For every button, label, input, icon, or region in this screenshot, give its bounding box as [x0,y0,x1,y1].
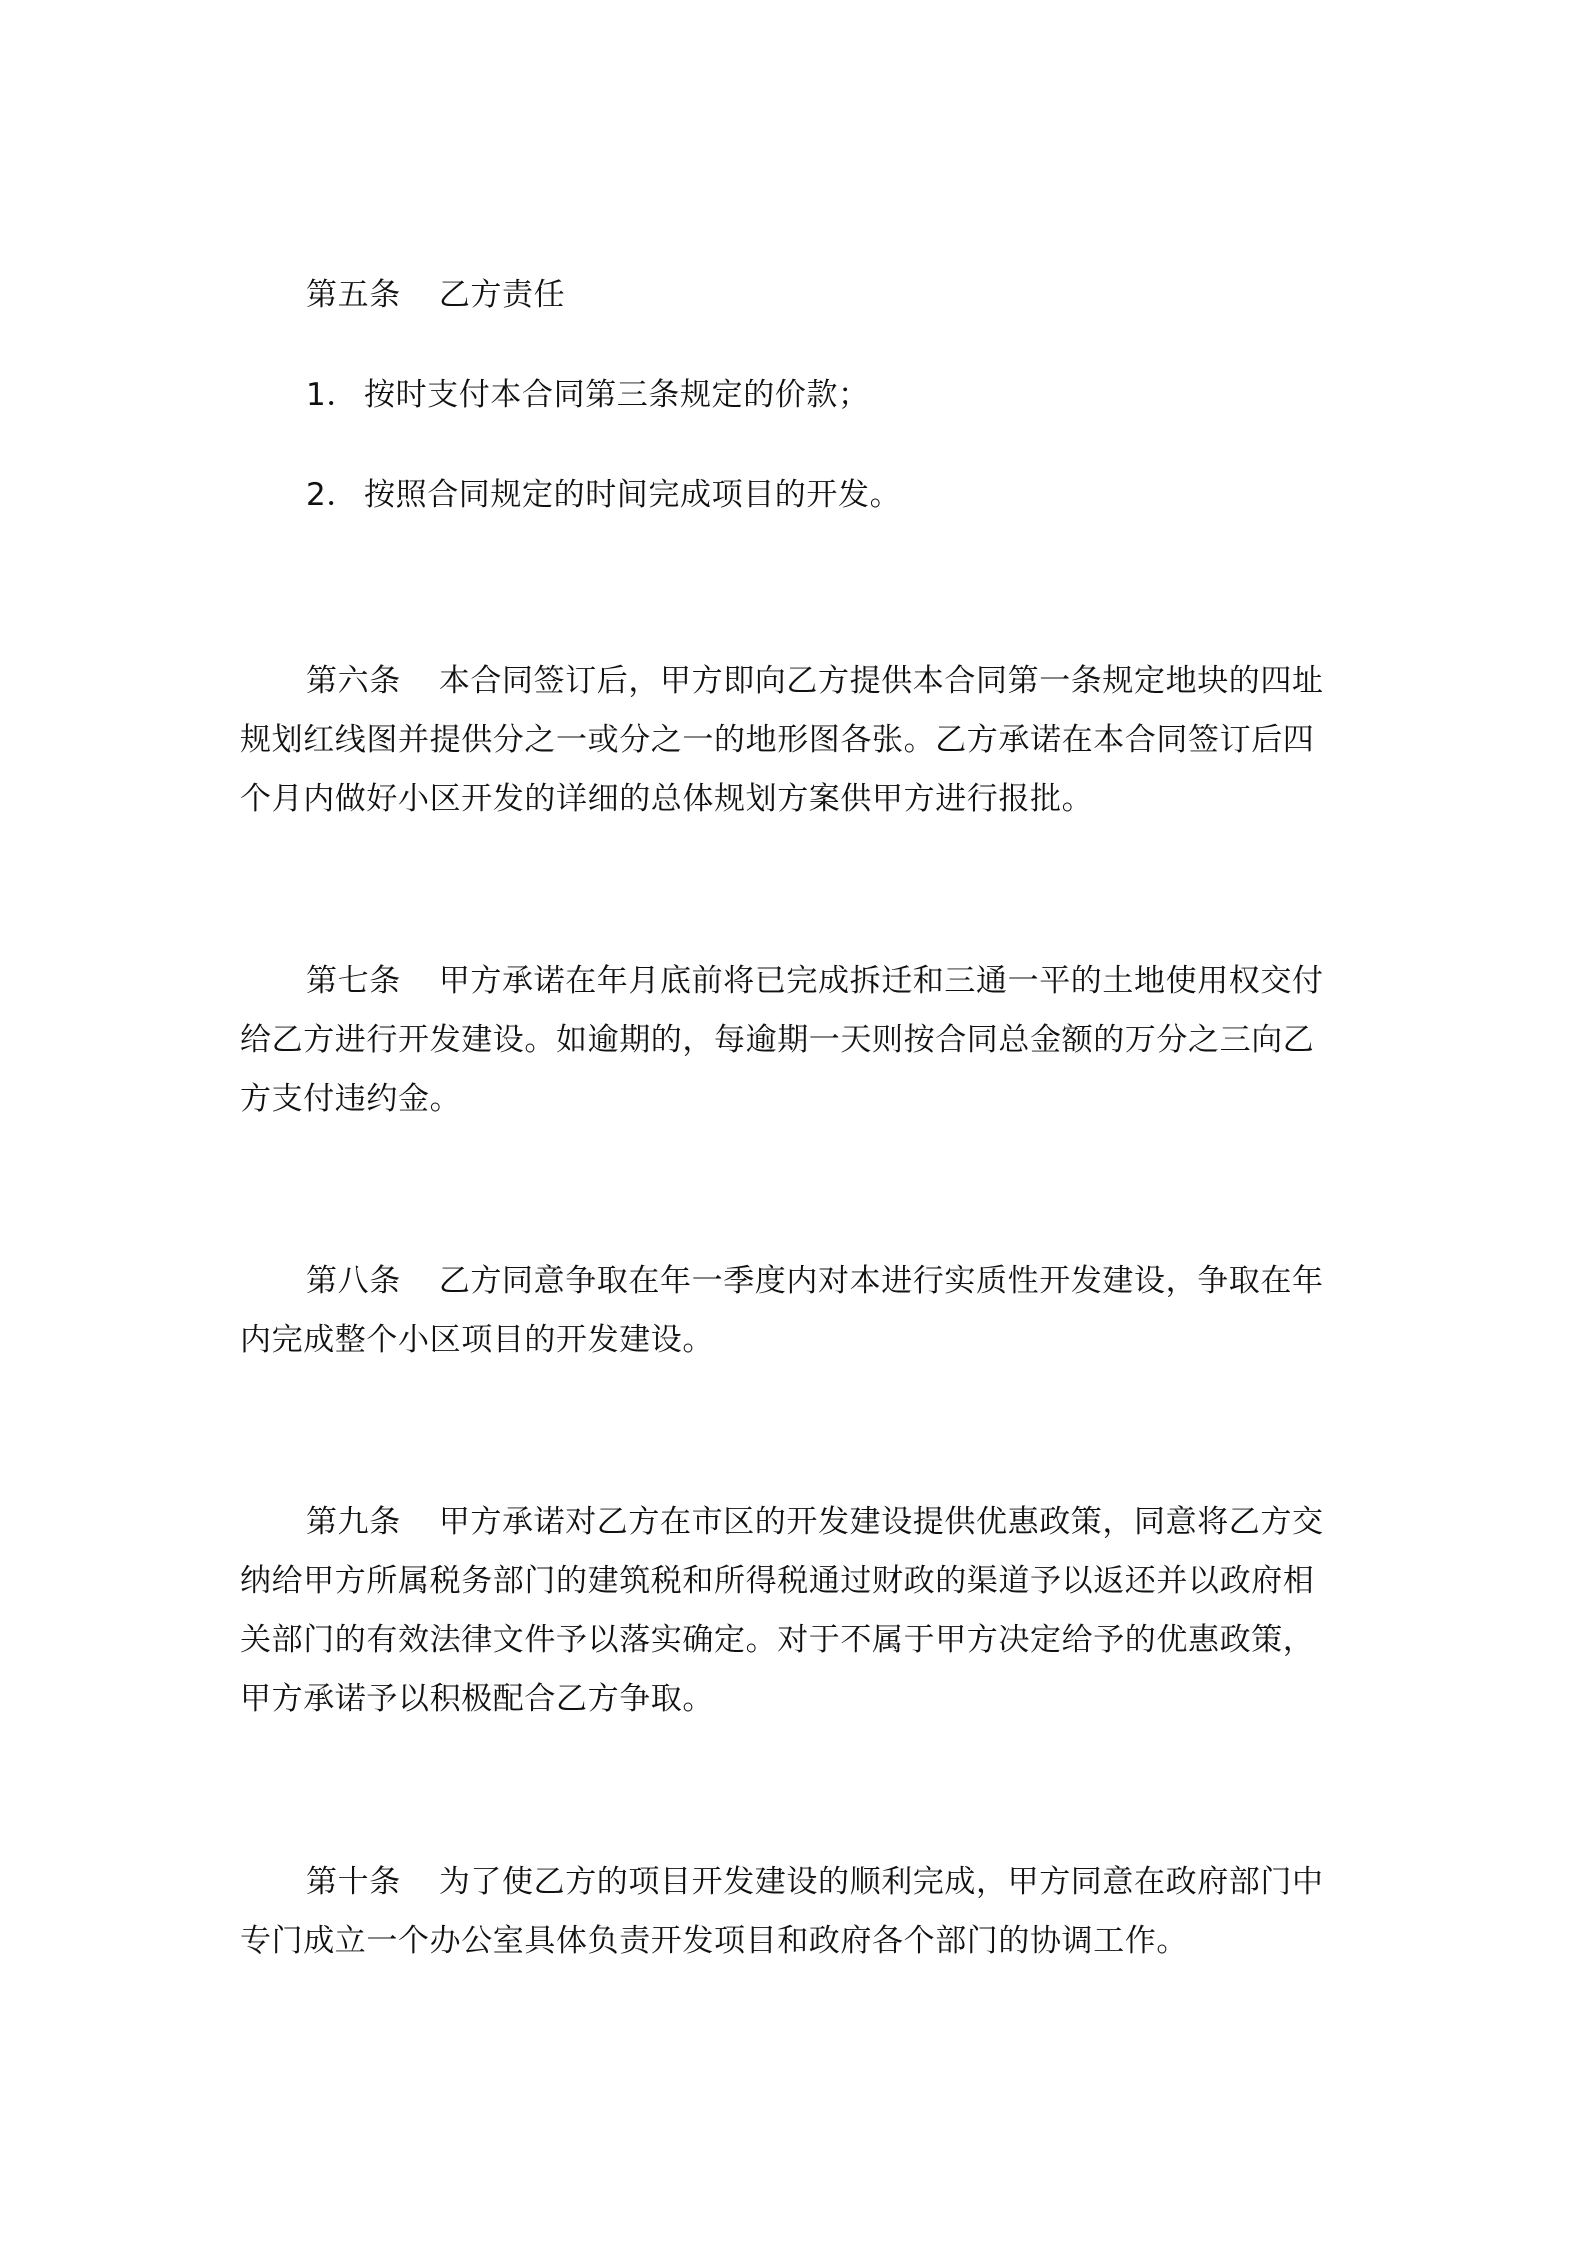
article-6-number: 第六条 [306,663,401,699]
article-9 [240,1493,1340,1729]
article-5-item-1 [306,375,870,415]
article-5-number: 第五条 [306,277,401,313]
article-7-number: 第七条 [306,963,401,999]
list-text: 按时支付本合同第三条规定的价款； [364,377,870,413]
article-9-number: 第九条 [306,1504,401,1540]
paragraph-line: 关部门的有效法律文件予以落实确定。对于不属于甲方决定给予的优惠政策， [240,1622,1315,1658]
paragraph-line: 个月内做好小区开发的详细的总体规划方案供甲方进行报批。 [240,781,1094,817]
paragraph-line: 方支付违约金。 [240,1081,462,1117]
paragraph-line: 给乙方进行开发建设。如逾期的，每逾期一天则按合同总金额的万分之三向乙 [240,1022,1315,1058]
list-number: 2． [306,477,358,513]
article-10-number: 第十条 [306,1864,401,1900]
article-8 [240,1252,1340,1370]
article-5-title: 乙方责任 [438,277,566,313]
list-number: 1． [306,377,358,413]
paragraph-line: 纳给甲方所属税务部门的建筑税和所得税通过财政的渠道予以返还并以政府相 [240,1563,1315,1599]
article-10 [240,1853,1340,1971]
paragraph-line: 第六条 本合同签订后，甲方即向乙方提供本合同第一条规定地块的四址 [306,663,1324,699]
list-text: 按照合同规定的时间完成项目的开发。 [364,477,902,513]
paragraph-line: 第八条 乙方同意争取在年一季度内对本进行实质性开发建设，争取在年 [306,1263,1324,1299]
paragraph-line: 第七条 甲方承诺在年月底前将已完成拆迁和三通一平的土地使用权交付 [306,963,1324,999]
article-7 [240,952,1340,1129]
article-8-number: 第八条 [306,1263,401,1299]
paragraph-line: 甲方承诺予以积极配合乙方争取。 [240,1681,714,1717]
paragraph-line: 规划红线图并提供分之一或分之一的地形图各张。乙方承诺在本合同签订后四 [240,722,1315,758]
paragraph-line: 第九条 甲方承诺对乙方在市区的开发建设提供优惠政策，同意将乙方交 [306,1504,1324,1540]
article-5-item-2 [306,475,901,515]
paragraph-line: 专门成立一个办公室具体负责开发项目和政府各个部门的协调工作。 [240,1923,1188,1959]
paragraph-line: 第十条 为了使乙方的项目开发建设的顺利完成，甲方同意在政府部门中 [306,1864,1324,1900]
paragraph-line: 内完成整个小区项目的开发建设。 [240,1322,714,1358]
article-5-heading [306,275,565,315]
article-6 [240,652,1340,829]
